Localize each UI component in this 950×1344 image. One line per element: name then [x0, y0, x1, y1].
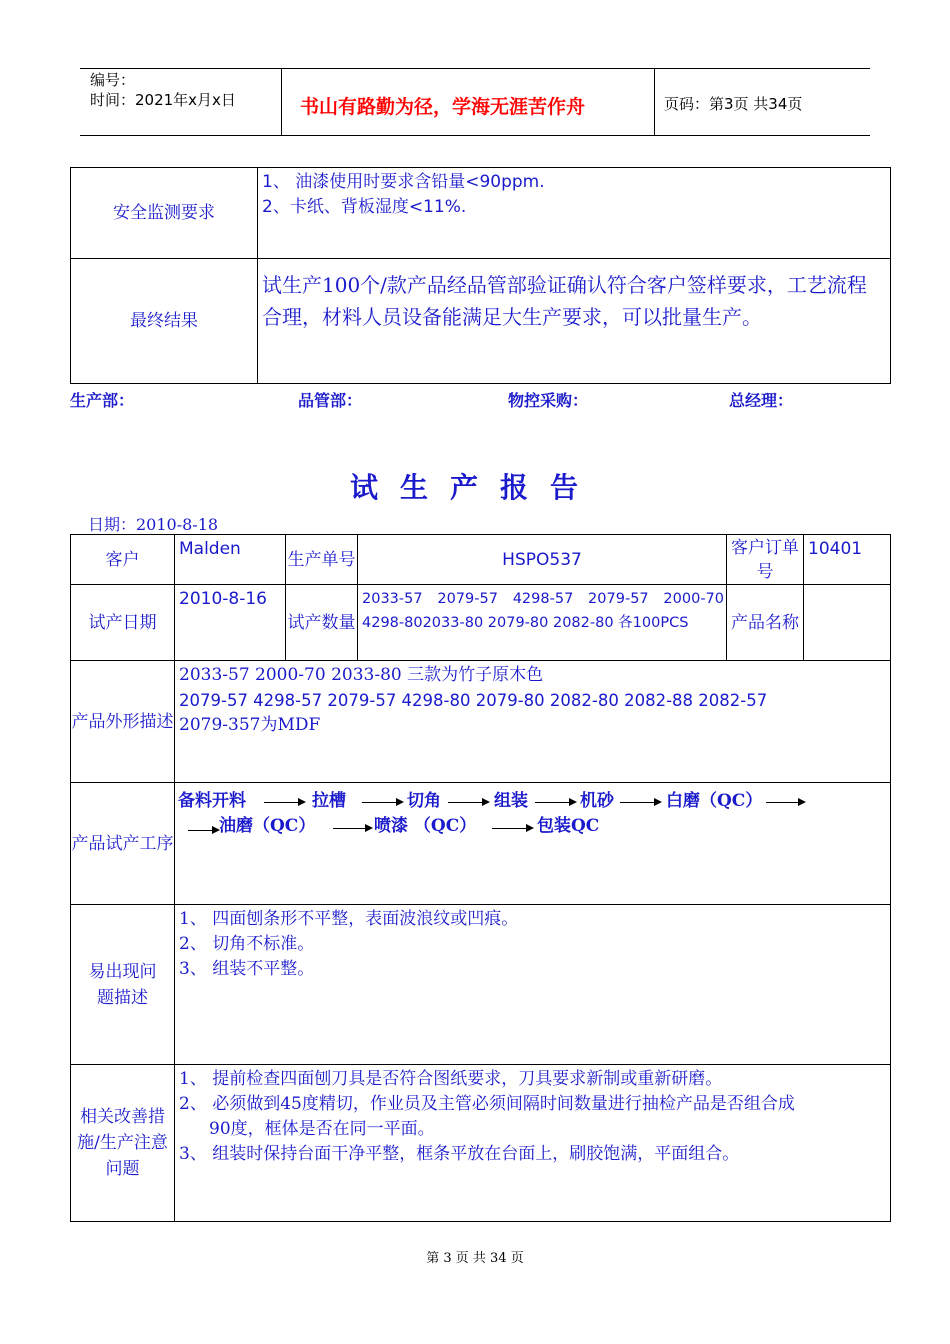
- process-step-4: 组装: [494, 791, 528, 811]
- safety-items: [258, 168, 891, 259]
- header-divider-2: [654, 68, 655, 135]
- page-footer: 第 3 页 共 34 页: [426, 1251, 524, 1266]
- issue-item-1: 1、 四面刨条形不平整，表面波浪纹或凹痕。: [179, 909, 519, 929]
- issue-item-2: 2、 切角不标准。: [179, 934, 315, 954]
- improve-item-2-cont: 90度，框体是否在同一平面。: [209, 1119, 435, 1139]
- product-name-value: [804, 585, 891, 661]
- result-text: 试生产100个/款产品经品管部验证确认符合客户签样要求，工艺流程合理，材料人员设备能满足大生产要求，可以批量生产。: [258, 259, 891, 384]
- sign-manager: 总经理：: [729, 391, 794, 410]
- issues-label: 易出现问题描述: [71, 905, 175, 1065]
- improve-item-1: 1、 提前检查四面刨刀具是否符合图纸要求，刀具要求新制或重新研磨。: [179, 1069, 723, 1089]
- safety-item-1: 1、 油漆使用时要求含铅量<90ppm.: [262, 172, 545, 192]
- trial-date-label: 试产日期: [71, 585, 175, 661]
- product-name-label: 产品名称: [727, 585, 804, 661]
- sign-purchasing: 物控采购：: [508, 391, 589, 410]
- improve-item-2: 2、 必须做到45度精切，作业员及主管必须间隔时间数量进行抽检产品是否组合成: [179, 1094, 795, 1114]
- arrow-right-icon: [333, 828, 371, 829]
- improve-list: [175, 1065, 891, 1222]
- trial-date-value: 2010-8-16: [175, 585, 286, 661]
- process-step-3: 切角: [407, 791, 441, 811]
- process-step-7: 油磨（QC）: [219, 816, 316, 836]
- process-step-5: 机砂: [580, 791, 614, 811]
- appearance-line-2: 2079-57 4298-57 2079-57 4298-80 2079-80 2082-80 2082-88 2082-57: [179, 691, 768, 710]
- arrow-right-icon: [188, 830, 218, 831]
- report-date: 日期：2010-8-18: [88, 515, 219, 534]
- safety-item-2: 2、卡纸、背板湿度<11%.: [262, 197, 467, 217]
- process-step-8: 喷漆 （QC）: [374, 816, 477, 836]
- improve-label: 相关改善措施/生产注意问题: [71, 1065, 175, 1222]
- process-cell: [175, 783, 891, 905]
- report-table: [70, 534, 891, 1222]
- order-no-value: HSPO537: [358, 535, 727, 585]
- header-divider-1: [281, 68, 282, 135]
- customer-label: 客户: [71, 535, 175, 585]
- header-number: 编号：: [90, 71, 136, 89]
- appearance-text: [175, 661, 891, 783]
- appearance-line-1: 2033-57 2000-70 2033-80 三款为竹子原木色: [179, 665, 544, 685]
- result-label: 最终结果: [71, 259, 258, 384]
- report-title: 试生产报告: [349, 471, 600, 504]
- appearance-label: 产品外形描述: [71, 661, 175, 783]
- header-top-rule: [80, 68, 870, 69]
- arrow-right-icon: [448, 802, 488, 803]
- sign-production: 生产部：: [70, 391, 135, 410]
- header-page-info: 页码：第3页 共34页: [664, 95, 803, 113]
- appearance-line-3: 2079-357为MDF: [179, 715, 321, 735]
- customer-order-label: 客户订单号: [727, 535, 804, 585]
- arrow-right-icon: [264, 802, 304, 803]
- process-step-2: 拉槽: [312, 791, 346, 811]
- arrow-right-icon: [362, 802, 402, 803]
- issues-list: [175, 905, 891, 1065]
- process-step-6: 白磨（QC）: [666, 791, 763, 811]
- arrow-right-icon: [535, 802, 575, 803]
- process-step-1: 备料开料: [178, 791, 246, 811]
- arrow-right-icon: [492, 828, 532, 829]
- improve-item-3: 3、 组装时保持台面干净平整，框条平放在台面上，刷胶饱满，平面组合。: [179, 1144, 740, 1164]
- safety-label: 安全监测要求: [71, 168, 258, 259]
- arrow-right-icon: [766, 802, 804, 803]
- trial-qty-value: 2033-57 2079-57 4298-57 2079-57 2000-70 4298-802033-80 2079-80 2082-80 各100PCS: [358, 585, 727, 661]
- customer-value: Malden: [175, 535, 286, 585]
- customer-order-value: 10401: [804, 535, 891, 585]
- issue-item-3: 3、 组装不平整。: [179, 959, 315, 979]
- sign-quality: 品管部：: [298, 391, 363, 410]
- safety-result-table: [70, 167, 891, 384]
- arrow-right-icon: [620, 802, 660, 803]
- header-time: 时间：2021年x月x日: [90, 91, 236, 109]
- order-no-label: 生产单号: [286, 535, 358, 585]
- trial-qty-label: 试产数量: [286, 585, 358, 661]
- process-label: 产品试产工序: [71, 783, 175, 905]
- header-bottom-rule: [80, 135, 870, 136]
- header-motto: 书山有路勤为径，学海无涯苦作舟: [300, 96, 586, 118]
- process-step-9: 包装QC: [537, 816, 600, 836]
